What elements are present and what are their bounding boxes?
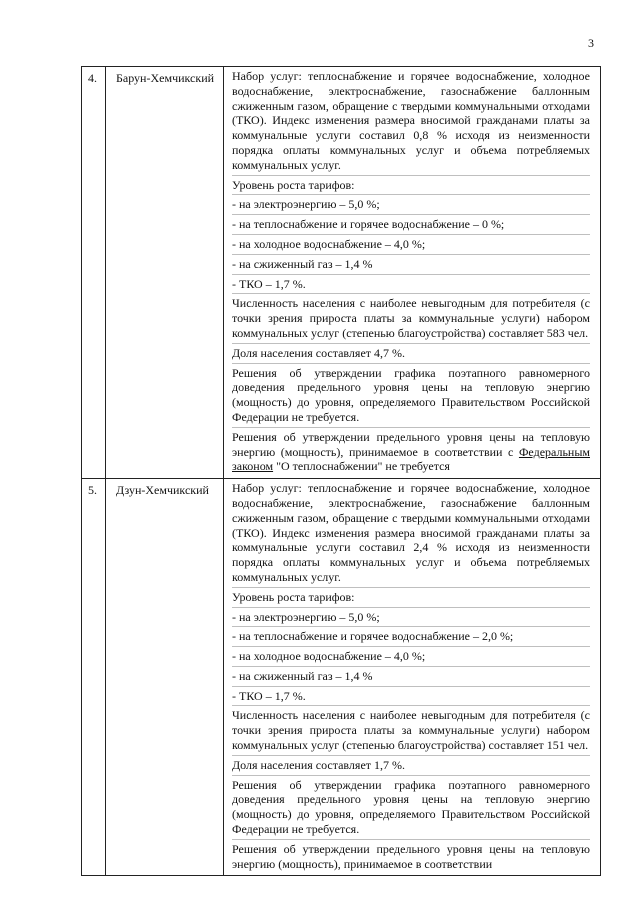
tariff-title: Уровень роста тарифов: (232, 590, 590, 608)
population-paragraph: Численность населения с наиболее невыгодным для потребителя (с точки зрения прироста платы за коммунальные услуги) набором коммунальных услуг (степенью благоустройства) составляет 583 чел. (232, 296, 590, 343)
tariff-gas: - на сжиженный газ – 1,4 % (232, 257, 590, 275)
decision-schedule-paragraph: Решения об утверждении графика поэтапного равномерного доведения предельного уровня цены на тепловую энергию (мощность) до уровня, определяемого Правительством Российской Федерации не требуется. (232, 366, 590, 428)
district-name: Дзун-Хемчикский (106, 479, 224, 876)
table-row (82, 67, 601, 479)
row-number: 5. (82, 479, 106, 876)
tariff-tko: - ТКО – 1,7 %. (232, 689, 590, 707)
services-paragraph: Набор услуг: теплоснабжение и горячее водоснабжение, холодное водоснабжение, электроснабжение, газоснабжение баллонным сжиженным газом, обращение с твердыми коммунальными отходами (ТКО). Индекс изменения размера вносимой гражданами платы за коммунальные услуги составил 2,4 % исходя из неизменности порядка оплаты коммунальных услуг и объема потребляемых коммунальных услуг. (232, 481, 590, 588)
decision-schedule-paragraph: Решения об утверждении графика поэтапного равномерного доведения предельного уровня цены на тепловую энергию (мощность) до уровня, определяемого Правительством Российской Федерации не требуется. (232, 778, 590, 840)
page-number: 3 (588, 36, 594, 50)
services-paragraph: Набор услуг: теплоснабжение и горячее водоснабжение, холодное водоснабжение, электроснабжение, газоснабжение баллонным сжиженным газом, обращение с твердыми коммунальными отходами (ТКО). Индекс изменения размера вносимой гражданами платы за коммунальные услуги составил 0,8 % исходя из неизменности порядка оплаты коммунальных услуг и объема потребляемых коммунальных услуг. (232, 69, 590, 176)
population-share: Доля населения составляет 1,7 %. (232, 758, 590, 776)
row-content (224, 67, 601, 479)
decision-price-text: Решения об утверждении предельного уровня цены на тепловую энергию (мощность), принимаемое в соответствии с (232, 429, 590, 459)
tariff-electricity: - на электроэнергию – 5,0 %; (232, 197, 590, 215)
row-number: 4. (82, 67, 106, 479)
tariff-cold-water: - на холодное водоснабжение – 4,0 %; (232, 237, 590, 255)
tariff-gas: - на сжиженный газ – 1,4 % (232, 669, 590, 687)
tariff-electricity: - на электроэнергию – 5,0 %; (232, 610, 590, 628)
decision-price-paragraph (232, 430, 590, 476)
district-name: Барун-Хемчикский (106, 67, 224, 479)
tariff-tko: - ТКО – 1,7 %. (232, 277, 590, 295)
tariff-table (81, 66, 601, 876)
tariff-title: Уровень роста тарифов: (232, 178, 590, 196)
decision-price-text-end: "О теплоснабжении" не требуется (273, 459, 450, 474)
decision-price-paragraph: Решения об утверждении предельного уровня цены на тепловую энергию (мощность), принимаемое в соответствии (232, 841, 590, 871)
tariff-heat: - на теплоснабжение и горячее водоснабжение – 2,0 %; (232, 629, 590, 647)
tariff-cold-water: - на холодное водоснабжение – 4,0 %; (232, 649, 590, 667)
row-content (224, 479, 601, 876)
table-row (82, 479, 601, 876)
federal-law-link[interactable]: Федеральным законом (232, 444, 590, 474)
tariff-heat: - на теплоснабжение и горячее водоснабжение – 0 %; (232, 217, 590, 235)
population-share: Доля населения составляет 4,7 %. (232, 346, 590, 364)
population-paragraph: Численность населения с наиболее невыгодным для потребителя (с точки зрения прироста платы за коммунальные услуги) набором коммунальных услуг (степенью благоустройства) составляет 151 чел. (232, 708, 590, 755)
